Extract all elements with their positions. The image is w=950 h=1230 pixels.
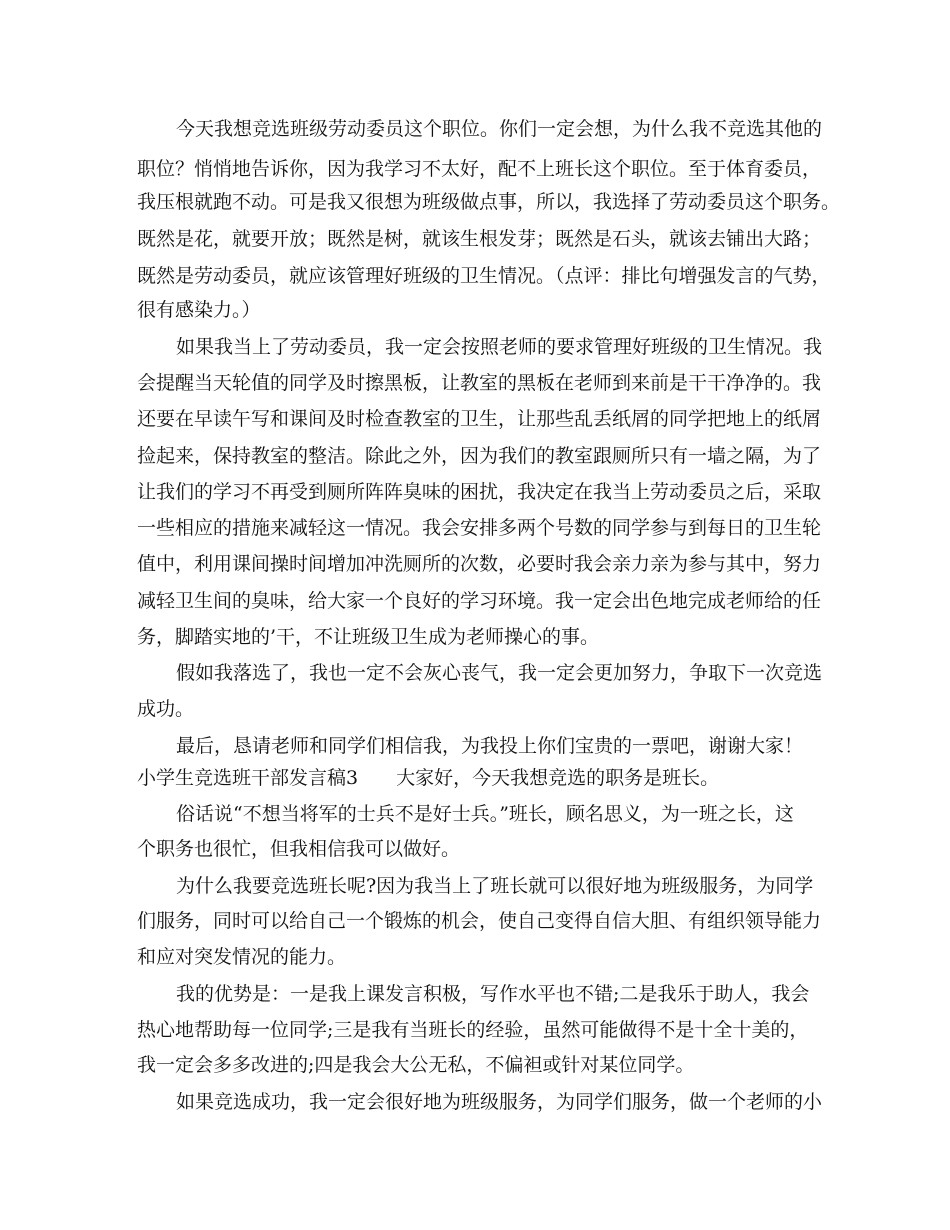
body-line: 既然是花，就要开放；既然是树，就该生根发芽；既然是石头，就该去铺出大路； <box>137 228 822 250</box>
body-line: 今天我想竞选班级劳动委员这个职位。你们一定会想，为什么我不竞选其他的 <box>176 118 823 140</box>
body-line: 让我们的学习不再受到厕所阵阵臭味的困扰，我决定在我当上劳动委员之后，采取 <box>137 481 822 503</box>
body-line: 假如我落选了，我也一定不会灰心丧气，我一定会更加努力，争取下一次竞选 <box>176 662 823 684</box>
body-line: 俗话说“不想当将军的士兵不是好士兵。”班长，顾名思义，为一班之长，这 <box>176 803 794 825</box>
body-line: 会提醒当天轮值的同学及时擦黑板，让教室的黑板在老师到来前是干干净净的。我 <box>137 372 822 394</box>
body-line: 既然是劳动委员，就应该管理好班级的卫生情况。（点评：排比句增强发言的气势， <box>137 265 831 287</box>
body-line: 我的优势是：一是我上课发言积极，写作水平也不错;二是我乐于助人，我会 <box>176 983 810 1005</box>
body-line: 值中，利用课间操时间增加冲洗厕所的次数，必要时我会亲力亲为参与其中，努力 <box>137 553 822 575</box>
body-line: 我一定会多多改进的;四是我会大公无私，不偏袒或针对某位同学。 <box>137 1054 695 1076</box>
body-line: 捡起来，保持教室的整洁。除此之外，因为我们的教室跟厕所只有一墙之隔，为了 <box>137 445 822 467</box>
body-line: 们服务，同时可以给自己一个锻炼的机会，使自己变得自信大胆、有组织领导能力 <box>137 910 822 932</box>
body-line: 如果我当上了劳动委员，我一定会按照老师的要求管理好班级的卫生情况。我 <box>176 336 823 358</box>
body-line: 最后，恳请老师和同学们相信我，为我投上你们宝贵的一票吧，谢谢大家！ <box>176 735 804 757</box>
body-line: 一些相应的措施来减轻这一情况。我会安排多两个号数的同学参与到每日的卫生轮 <box>137 517 822 539</box>
body-line: 如果竞选成功，我一定会很好地为班级服务，为同学们服务，做一个老师的小 <box>176 1091 823 1113</box>
body-line: 职位？悄悄地告诉你，因为我学习不太好，配不上班长这个职位。至于体育委员， <box>137 158 822 180</box>
body-line: 热心地帮助每一位同学;三是我有当班长的经验，虽然可能做得不是十全十美的， <box>137 1019 809 1041</box>
body-line: 我压根就跑不动。可是我又很想为班级做点事，所以，我选择了劳动委员这个职务。 <box>137 191 841 213</box>
body-line: 为什么我要竞选班长呢?因为我当上了班长就可以很好地为班级服务，为同学 <box>176 875 814 897</box>
section-heading-line: 小学生竞选班干部发言稿3 大家好，今天我想竞选的职务是班长。 <box>137 767 720 789</box>
body-line: 成功。 <box>137 698 195 720</box>
body-line: 个职务也很忙，但我相信我可以做好。 <box>137 838 461 860</box>
body-line: 减轻卫生间的臭味，给大家一个良好的学习环境。我一定会出色地完成老师给的任 <box>137 590 822 612</box>
body-line: 和应对突发情况的能力。 <box>137 946 347 968</box>
body-line: 务，脚踏实地的’干，不让班级卫生成为老师操心的事。 <box>137 626 600 648</box>
body-line: 还要在早读午写和课间及时检查教室的卫生，让那些乱丢纸屑的同学把地上的纸屑 <box>137 408 822 430</box>
body-line: 很有感染力。） <box>137 299 261 321</box>
